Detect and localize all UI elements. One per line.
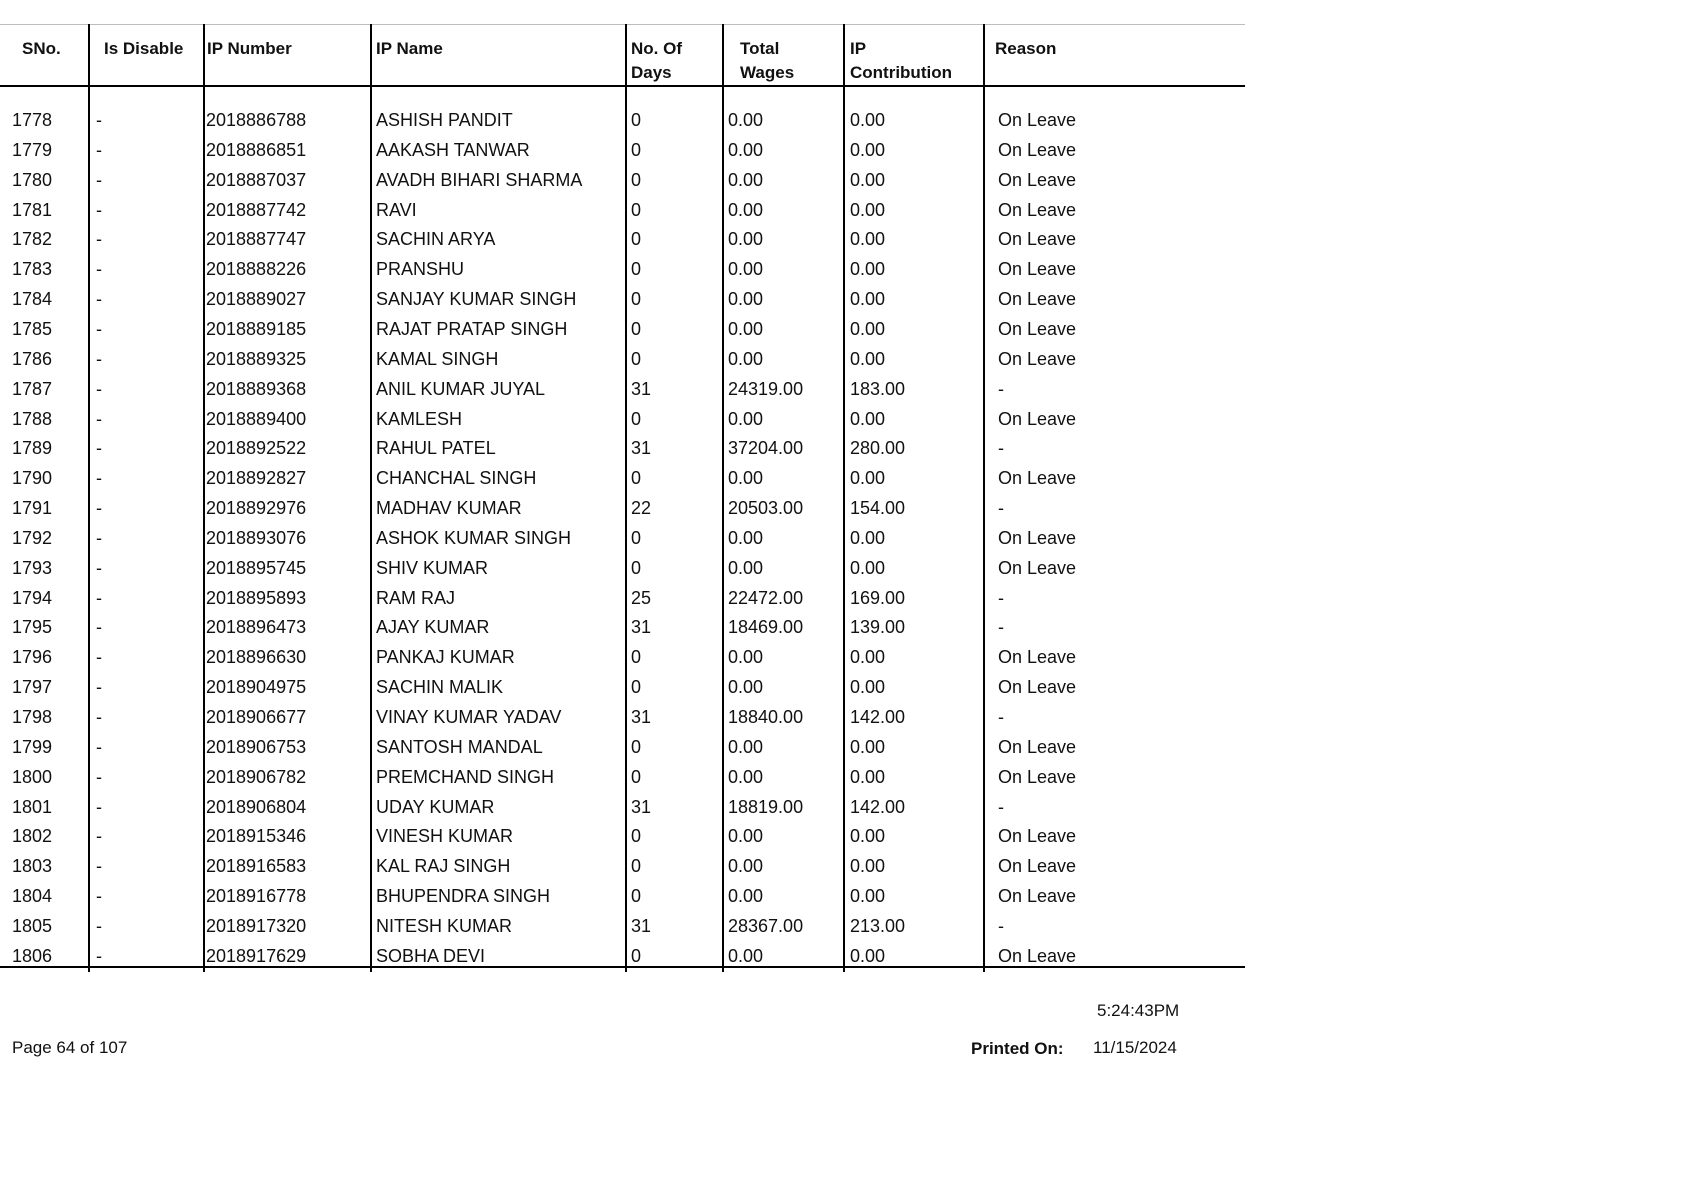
- table-row: [0, 521, 1245, 551]
- cell-is-disable: -: [96, 796, 102, 817]
- printed-time: 5:24:43PM: [1097, 1001, 1180, 1020]
- table-row: [0, 402, 1245, 432]
- cell-ip-contribution: 213.00: [850, 915, 906, 936]
- cell-reason: On Leave: [998, 289, 1077, 310]
- cell-is-disable: -: [96, 736, 102, 757]
- cell-is-disable: -: [96, 766, 102, 787]
- cell-ip-name: AJAY KUMAR: [376, 617, 490, 638]
- cell-ip-number: 2018896473: [206, 617, 307, 638]
- cell-total-wages: 37204.00: [728, 438, 804, 459]
- cell-ip-number: 2018906782: [206, 766, 307, 787]
- header-is-disable: Is Disable: [104, 39, 184, 58]
- table-row: [0, 372, 1245, 402]
- cell-no-of-days: 0: [631, 408, 642, 429]
- cell-no-of-days: 0: [631, 139, 642, 160]
- cell-ip-contribution: 139.00: [850, 617, 906, 638]
- cell-ip-contribution: 0.00: [850, 259, 886, 280]
- table-row: [0, 819, 1245, 849]
- cell-total-wages: 0.00: [728, 199, 764, 220]
- cell-is-disable: -: [96, 468, 102, 489]
- cell-ip-name: RAM RAJ: [376, 587, 456, 608]
- page-number: Page 64 of 107: [12, 1038, 128, 1057]
- cell-is-disable: -: [96, 438, 102, 459]
- cell-no-of-days: 0: [631, 557, 642, 578]
- cell-no-of-days: 0: [631, 318, 642, 339]
- cell-is-disable: -: [96, 886, 102, 907]
- cell-is-disable: -: [96, 229, 102, 250]
- cell-reason: On Leave: [998, 647, 1077, 668]
- cell-total-wages: 0.00: [728, 766, 764, 787]
- table-row: [0, 252, 1245, 282]
- cell-ip-name: ASHOK KUMAR SINGH: [376, 527, 572, 548]
- cell-no-of-days: 0: [631, 468, 642, 489]
- cell-no-of-days: 31: [631, 378, 652, 399]
- cell-sno: 1800: [12, 766, 53, 787]
- cell-sno: 1787: [12, 378, 53, 399]
- cell-ip-number: 2018915346: [206, 826, 307, 847]
- header-total-wages-line2: Wages: [740, 63, 795, 82]
- cell-no-of-days: 0: [631, 259, 642, 280]
- cell-sno: 1785: [12, 318, 53, 339]
- cell-no-of-days: 25: [631, 587, 652, 608]
- cell-ip-name: KAL RAJ SINGH: [376, 856, 511, 877]
- cell-total-wages: 0.00: [728, 468, 764, 489]
- header-total-wages: [740, 37, 794, 85]
- cell-reason: On Leave: [998, 408, 1077, 429]
- cell-is-disable: -: [96, 677, 102, 698]
- cell-reason: On Leave: [998, 468, 1077, 489]
- cell-no-of-days: 0: [631, 886, 642, 907]
- header-ip-contribution-line1: IP: [850, 39, 867, 58]
- cell-no-of-days: 0: [631, 736, 642, 757]
- cell-total-wages: 0.00: [728, 557, 764, 578]
- cell-total-wages: 18469.00: [728, 617, 804, 638]
- cell-total-wages: 0.00: [728, 647, 764, 668]
- cell-ip-number: 2018889400: [206, 408, 307, 429]
- cell-ip-number: 2018904975: [206, 677, 307, 698]
- cell-no-of-days: 0: [631, 289, 642, 310]
- cell-sno: 1802: [12, 826, 53, 847]
- table-row: [0, 849, 1245, 879]
- cell-total-wages: 20503.00: [728, 498, 804, 519]
- cell-ip-name: SHIV KUMAR: [376, 557, 489, 578]
- cell-reason: On Leave: [998, 110, 1077, 130]
- cell-sno: 1784: [12, 289, 53, 310]
- cell-is-disable: -: [96, 110, 102, 130]
- cell-is-disable: -: [96, 557, 102, 578]
- cell-sno: 1782: [12, 229, 53, 250]
- cell-total-wages: 0.00: [728, 348, 764, 369]
- cell-reason: On Leave: [998, 677, 1077, 698]
- cell-reason: -: [998, 498, 1004, 519]
- cell-total-wages: 22472.00: [728, 587, 804, 608]
- header-ip-name: IP Name: [376, 39, 443, 58]
- cell-ip-contribution: 0.00: [850, 169, 886, 190]
- cell-ip-contribution: 154.00: [850, 498, 906, 519]
- cell-ip-number: 2018889027: [206, 289, 307, 310]
- table-row: [0, 222, 1245, 252]
- cell-ip-number: 2018889368: [206, 378, 307, 399]
- cell-reason: On Leave: [998, 766, 1077, 787]
- cell-reason: On Leave: [998, 199, 1077, 220]
- cell-ip-contribution: 0.00: [850, 318, 886, 339]
- cell-sno: 1791: [12, 498, 53, 519]
- cell-is-disable: -: [96, 856, 102, 877]
- cell-is-disable: -: [96, 378, 102, 399]
- cell-ip-number: 2018892522: [206, 438, 307, 459]
- cell-total-wages: 0.00: [728, 110, 764, 130]
- cell-ip-number: 2018895893: [206, 587, 307, 608]
- cell-sno: 1798: [12, 707, 53, 727]
- cell-reason: On Leave: [998, 856, 1077, 877]
- cell-ip-name: SACHIN ARYA: [376, 229, 496, 250]
- cell-no-of-days: 31: [631, 796, 652, 817]
- cell-sno: 1804: [12, 886, 53, 907]
- cell-reason: On Leave: [998, 259, 1077, 280]
- cell-ip-name: SOBHA DEVI: [376, 945, 486, 966]
- table-row: [0, 670, 1245, 700]
- cell-sno: 1779: [12, 139, 53, 160]
- cell-ip-contribution: 169.00: [850, 587, 906, 608]
- cell-ip-name: KAMLESH: [376, 408, 463, 429]
- cell-reason: -: [998, 796, 1004, 817]
- cell-reason: On Leave: [998, 139, 1077, 160]
- cell-no-of-days: 31: [631, 438, 652, 459]
- cell-ip-contribution: 142.00: [850, 707, 906, 727]
- cell-total-wages: 18840.00: [728, 707, 804, 727]
- table-top-rule: [0, 24, 1245, 25]
- cell-ip-number: 2018892976: [206, 498, 307, 519]
- cell-ip-number: 2018892827: [206, 468, 307, 489]
- table-row: [0, 551, 1245, 581]
- cell-ip-contribution: 142.00: [850, 796, 906, 817]
- cell-total-wages: 28367.00: [728, 915, 804, 936]
- cell-is-disable: -: [96, 647, 102, 668]
- cell-ip-name: VINESH KUMAR: [376, 826, 514, 847]
- cell-ip-contribution: 0.00: [850, 736, 886, 757]
- cell-is-disable: -: [96, 707, 102, 727]
- cell-no-of-days: 0: [631, 826, 642, 847]
- cell-ip-contribution: 0.00: [850, 408, 886, 429]
- cell-ip-name: VINAY KUMAR YADAV: [376, 707, 562, 727]
- cell-ip-contribution: 0.00: [850, 199, 886, 220]
- cell-is-disable: -: [96, 915, 102, 936]
- cell-ip-name: UDAY KUMAR: [376, 796, 495, 817]
- cell-no-of-days: 0: [631, 229, 642, 250]
- cell-reason: -: [998, 707, 1004, 727]
- table-row: [0, 431, 1245, 461]
- cell-is-disable: -: [96, 945, 102, 966]
- cell-reason: -: [998, 587, 1004, 608]
- cell-ip-contribution: 0.00: [850, 139, 886, 160]
- cell-ip-contribution: 0.00: [850, 945, 886, 966]
- cell-ip-number: 2018895745: [206, 557, 307, 578]
- cell-no-of-days: 31: [631, 915, 652, 936]
- cell-ip-contribution: 0.00: [850, 557, 886, 578]
- cell-ip-contribution: 0.00: [850, 766, 886, 787]
- cell-sno: 1797: [12, 677, 53, 698]
- cell-reason: On Leave: [998, 557, 1077, 578]
- cell-ip-name: AAKASH TANWAR: [376, 139, 530, 160]
- cell-total-wages: 18819.00: [728, 796, 804, 817]
- cell-total-wages: 0.00: [728, 229, 764, 250]
- cell-no-of-days: 0: [631, 677, 642, 698]
- cell-ip-contribution: 0.00: [850, 856, 886, 877]
- cell-no-of-days: 0: [631, 348, 642, 369]
- cell-ip-contribution: 0.00: [850, 289, 886, 310]
- cell-total-wages: 0.00: [728, 259, 764, 280]
- cell-ip-contribution: 183.00: [850, 378, 906, 399]
- cell-reason: -: [998, 438, 1004, 459]
- cell-no-of-days: 31: [631, 617, 652, 638]
- header-bottom-rule: [0, 85, 1245, 87]
- cell-no-of-days: 0: [631, 647, 642, 668]
- cell-ip-number: 2018906753: [206, 736, 307, 757]
- cell-reason: On Leave: [998, 736, 1077, 757]
- cell-sno: 1793: [12, 557, 53, 578]
- cell-sno: 1788: [12, 408, 53, 429]
- cell-ip-name: ASHISH PANDIT: [376, 110, 513, 130]
- table-row: [0, 760, 1245, 790]
- cell-no-of-days: 31: [631, 707, 652, 727]
- table-row: [0, 342, 1245, 372]
- cell-total-wages: 0.00: [728, 527, 764, 548]
- cell-reason: On Leave: [998, 229, 1077, 250]
- cell-ip-number: 2018916583: [206, 856, 307, 877]
- cell-ip-name: PRANSHU: [376, 259, 465, 280]
- cell-ip-name: PREMCHAND SINGH: [376, 766, 555, 787]
- cell-sno: 1790: [12, 468, 53, 489]
- cell-ip-number: 2018906804: [206, 796, 307, 817]
- cell-sno: 1805: [12, 915, 53, 936]
- table-row: [0, 610, 1245, 640]
- cell-sno: 1801: [12, 796, 53, 817]
- cell-no-of-days: 0: [631, 527, 642, 548]
- cell-total-wages: 0.00: [728, 169, 764, 190]
- cell-reason: On Leave: [998, 169, 1077, 190]
- header-ip-contribution: [850, 37, 952, 85]
- cell-ip-number: 2018893076: [206, 527, 307, 548]
- cell-sno: 1778: [12, 110, 53, 130]
- cell-ip-contribution: 0.00: [850, 348, 886, 369]
- table-row: [0, 700, 1245, 730]
- header-no-of-days-line1: No. Of: [631, 39, 682, 58]
- table-row: [0, 879, 1245, 909]
- cell-total-wages: 0.00: [728, 139, 764, 160]
- cell-ip-contribution: 0.00: [850, 229, 886, 250]
- cell-ip-name: CHANCHAL SINGH: [376, 468, 537, 489]
- cell-no-of-days: 0: [631, 110, 642, 130]
- cell-ip-number: 2018887747: [206, 229, 307, 250]
- header-ip-number: IP Number: [207, 39, 292, 58]
- cell-ip-contribution: 0.00: [850, 826, 886, 847]
- cell-ip-contribution: 0.00: [850, 886, 886, 907]
- cell-ip-number: 2018906677: [206, 707, 307, 727]
- cell-is-disable: -: [96, 169, 102, 190]
- cell-sno: 1783: [12, 259, 53, 280]
- cell-reason: -: [998, 617, 1004, 638]
- cell-total-wages: 0.00: [728, 408, 764, 429]
- cell-total-wages: 0.00: [728, 826, 764, 847]
- cell-sno: 1789: [12, 438, 53, 459]
- header-no-of-days-line2: Days: [631, 63, 672, 82]
- cell-ip-number: 2018916778: [206, 886, 307, 907]
- cell-total-wages: 0.00: [728, 945, 764, 966]
- cell-ip-name: AVADH BIHARI SHARMA: [376, 169, 583, 190]
- cell-ip-name: ANIL KUMAR JUYAL: [376, 378, 546, 399]
- cell-reason: On Leave: [998, 348, 1077, 369]
- cell-ip-contribution: 0.00: [850, 677, 886, 698]
- cell-reason: -: [998, 378, 1004, 399]
- cell-total-wages: 0.00: [728, 289, 764, 310]
- cell-ip-contribution: 0.00: [850, 110, 886, 130]
- table-row: [0, 282, 1245, 312]
- table-row: [0, 461, 1245, 491]
- cell-sno: 1786: [12, 348, 53, 369]
- cell-is-disable: -: [96, 498, 102, 519]
- cell-total-wages: 0.00: [728, 677, 764, 698]
- cell-no-of-days: 0: [631, 945, 642, 966]
- cell-total-wages: 0.00: [728, 856, 764, 877]
- table-row: [0, 163, 1245, 193]
- cell-reason: On Leave: [998, 318, 1077, 339]
- cell-is-disable: -: [96, 617, 102, 638]
- header-total-wages-line1: Total: [740, 39, 780, 58]
- cell-sno: 1795: [12, 617, 53, 638]
- cell-ip-contribution: 0.00: [850, 527, 886, 548]
- cell-is-disable: -: [96, 139, 102, 160]
- cell-ip-name: MADHAV KUMAR: [376, 498, 522, 519]
- header-ip-contribution-line2: Contribution: [850, 63, 952, 82]
- table-row: [0, 193, 1245, 223]
- cell-ip-name: RAVI: [376, 199, 417, 220]
- cell-sno: 1781: [12, 199, 53, 220]
- header-sno: SNo.: [22, 39, 61, 58]
- cell-ip-name: RAHUL PATEL: [376, 438, 496, 459]
- cell-reason: -: [998, 915, 1004, 936]
- table-row: [0, 133, 1245, 163]
- cell-ip-number: 2018887742: [206, 199, 307, 220]
- cell-is-disable: -: [96, 408, 102, 429]
- cell-is-disable: -: [96, 259, 102, 280]
- cell-sno: 1792: [12, 527, 53, 548]
- table-row: [0, 909, 1245, 939]
- cell-ip-number: 2018886788: [206, 110, 307, 130]
- cell-ip-name: SANJAY KUMAR SINGH: [376, 289, 577, 310]
- cell-ip-number: 2018888226: [206, 259, 307, 280]
- cell-ip-name: KAMAL SINGH: [376, 348, 499, 369]
- cell-ip-number: 2018887037: [206, 169, 307, 190]
- cell-ip-number: 2018917629: [206, 945, 307, 966]
- cell-ip-name: BHUPENDRA SINGH: [376, 886, 551, 907]
- cell-is-disable: -: [96, 826, 102, 847]
- printed-date: 11/15/2024: [1093, 1038, 1177, 1057]
- cell-is-disable: -: [96, 318, 102, 339]
- cell-ip-name: SACHIN MALIK: [376, 677, 504, 698]
- table-row: [0, 312, 1245, 342]
- cell-ip-contribution: 0.00: [850, 647, 886, 668]
- cell-ip-name: RAJAT PRATAP SINGH: [376, 318, 568, 339]
- cell-ip-name: NITESH KUMAR: [376, 915, 513, 936]
- cell-ip-number: 2018896630: [206, 647, 307, 668]
- cell-ip-number: 2018889325: [206, 348, 307, 369]
- cell-is-disable: -: [96, 527, 102, 548]
- printed-on-label: Printed On:: [971, 1039, 1064, 1058]
- cell-is-disable: -: [96, 289, 102, 310]
- cell-reason: On Leave: [998, 527, 1077, 548]
- cell-no-of-days: 22: [631, 498, 652, 519]
- cell-sno: 1796: [12, 647, 53, 668]
- table-row: [0, 581, 1245, 611]
- cell-sno: 1806: [12, 945, 53, 966]
- cell-no-of-days: 0: [631, 766, 642, 787]
- cell-total-wages: 0.00: [728, 318, 764, 339]
- cell-total-wages: 0.00: [728, 886, 764, 907]
- table-row: [0, 491, 1245, 521]
- header-no-of-days: [631, 37, 682, 85]
- cell-is-disable: -: [96, 348, 102, 369]
- table-row: [0, 103, 1245, 133]
- table-row: [0, 790, 1245, 820]
- cell-ip-name: SANTOSH MANDAL: [376, 736, 543, 757]
- cell-total-wages: 24319.00: [728, 378, 804, 399]
- cell-ip-contribution: 0.00: [850, 468, 886, 489]
- cell-reason: On Leave: [998, 945, 1077, 966]
- cell-sno: 1794: [12, 587, 53, 608]
- cell-no-of-days: 0: [631, 169, 642, 190]
- table-row: [0, 730, 1245, 760]
- cell-ip-name: PANKAJ KUMAR: [376, 647, 515, 668]
- cell-ip-number: 2018886851: [206, 139, 307, 160]
- cell-reason: On Leave: [998, 826, 1077, 847]
- table-row: [0, 640, 1245, 670]
- cell-ip-number: 2018917320: [206, 915, 307, 936]
- cell-reason: On Leave: [998, 886, 1077, 907]
- cell-is-disable: -: [96, 587, 102, 608]
- header-reason: Reason: [995, 39, 1057, 58]
- table-row: [0, 939, 1245, 969]
- cell-sno: 1803: [12, 856, 53, 877]
- cell-sno: 1780: [12, 169, 53, 190]
- cell-ip-contribution: 280.00: [850, 438, 906, 459]
- cell-ip-number: 2018889185: [206, 318, 307, 339]
- cell-no-of-days: 0: [631, 199, 642, 220]
- cell-no-of-days: 0: [631, 856, 642, 877]
- cell-total-wages: 0.00: [728, 736, 764, 757]
- cell-is-disable: -: [96, 199, 102, 220]
- cell-sno: 1799: [12, 736, 53, 757]
